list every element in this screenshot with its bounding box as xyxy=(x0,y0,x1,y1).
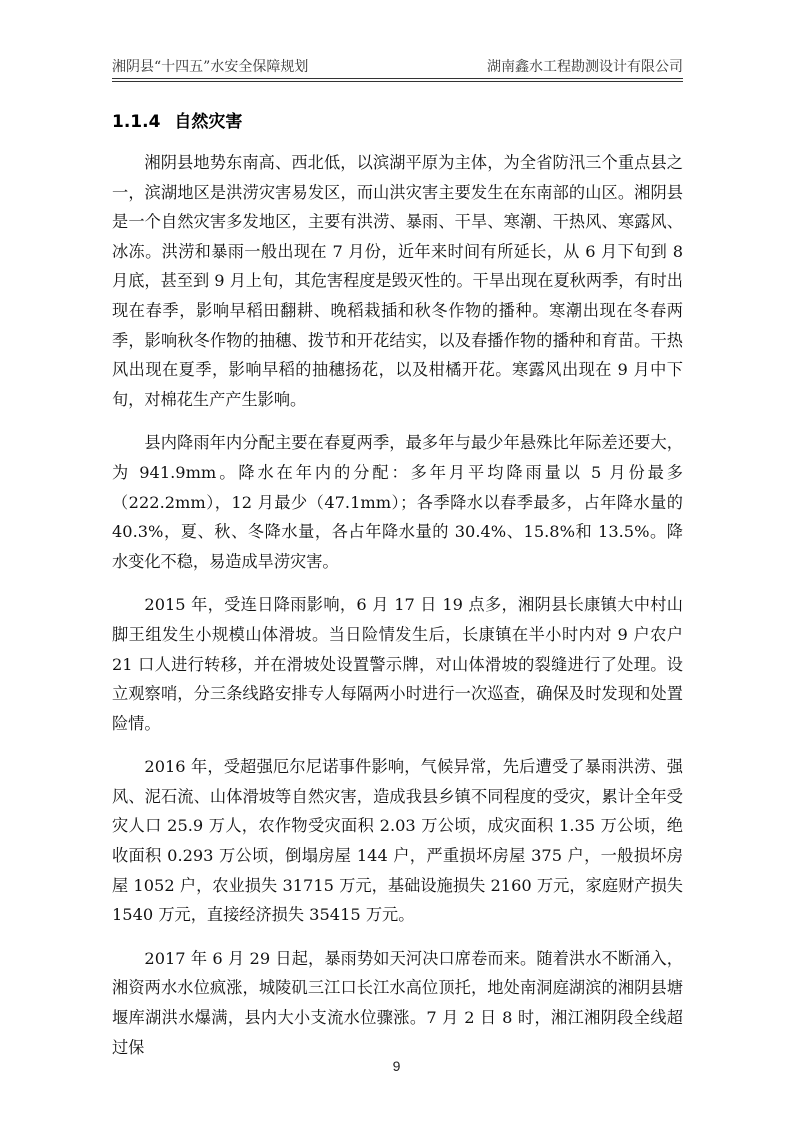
page-number: 9 xyxy=(392,1058,401,1074)
paragraph: 县内降雨年内分配主要在春夏两季，最多年与最少年悬殊比年际差还要大，为 941.9mm。降水在年内的分配：多年月平均降雨量以 5 月份最多（222.2mm），12 月最少（47.1mm）；各季降水以春季最多，占年降水量的 40.3%，夏、秋、冬降水量，各占年降水量的 30.4%、15.8%和 13.5%。降水变化不稳，易造成旱涝灾害。 xyxy=(112,433,683,571)
body-text xyxy=(112,148,683,1076)
paragraph: 2015 年，受连日降雨影响，6 月 17 日 19 点多，湘阴县长康镇大中村山脚王组发生小规模山体滑坡。当日险情发生后，长康镇在半小时内对 9 户农户 21 口人进行转移，并在滑坡处设置警示牌，对山体滑坡的裂缝进行了处理。设立观察哨，分三条线路安排专人每隔两小时进行一次巡查，确保及时发现和处置险情。 xyxy=(112,595,683,733)
paragraph: 湘阴县地势东南高、西北低，以滨湖平原为主体，为全省防汛三个重点县之一，滨湖地区是洪涝灾害易发区，而山洪灾害主要发生在东南部的山区。湘阴县是一个自然灾害多发地区，主要有洪涝、暴雨、干旱、寒潮、干热风、寒露风、冰冻。洪涝和暴雨一般出现在 7 月份，近年来时间有所延长，从 6 月下旬到 8 月底，甚至到 9 月上旬，其危害程度是毁灭性的。干旱出现在夏秋两季，有时出现在春季，影响早稻田翻耕、晚稻栽插和秋冬作物的播种。寒潮出现在冬春两季，影响秋冬作物的抽穗、拨节和开花结实，以及春播作物的播种和育苗。干热风出现在夏季，影响早稻的抽穗扬花，以及柑橘开花。寒露风出现在 9 月中下旬，对棉花生产产生影响。 xyxy=(112,153,683,409)
section-heading xyxy=(112,107,242,132)
section-number: 1.1.4 xyxy=(112,112,161,132)
header-rule-secondary xyxy=(112,81,683,82)
paragraph: 2016 年，受超强厄尔尼诺事件影响，气候异常，先后遭受了暴雨洪涝、强风、泥石流、山体滑坡等自然灾害，造成我县乡镇不同程度的受灾，累计全年受灾人口 25.9 万人，农作物受灾面积 2.03 万公顷，成灾面积 1.35 万公顷，绝收面积 0.293 万公顷，倒塌房屋 144 户，严重损坏房屋 375 户，一般损坏房屋 1052 户，农业损失 31715 万元，基础设施损失 2160 万元，家庭财产损失 1540 万元，直接经济损失 35415 万元。 xyxy=(112,757,683,925)
header-rule xyxy=(112,78,683,79)
header-document-title: 湘阴县“十四五”水安全保障规划 xyxy=(112,59,309,75)
section-title: 自然灾害 xyxy=(174,112,243,132)
header-company-name: 湖南鑫水工程勘测设计有限公司 xyxy=(487,59,683,75)
paragraph: 2017 年 6 月 29 日起，暴雨势如天河决口席卷而来。随着洪水不断涌入，湘资两水水位疯涨，城陵矶三江口长江水高位顶托，地处南洞庭湖滨的湘阴县塘堰库湖洪水爆满，县内大小支流水位骤涨。7 月 2 日 8 时，湘江湘阴段全线超过保 xyxy=(112,948,683,1057)
